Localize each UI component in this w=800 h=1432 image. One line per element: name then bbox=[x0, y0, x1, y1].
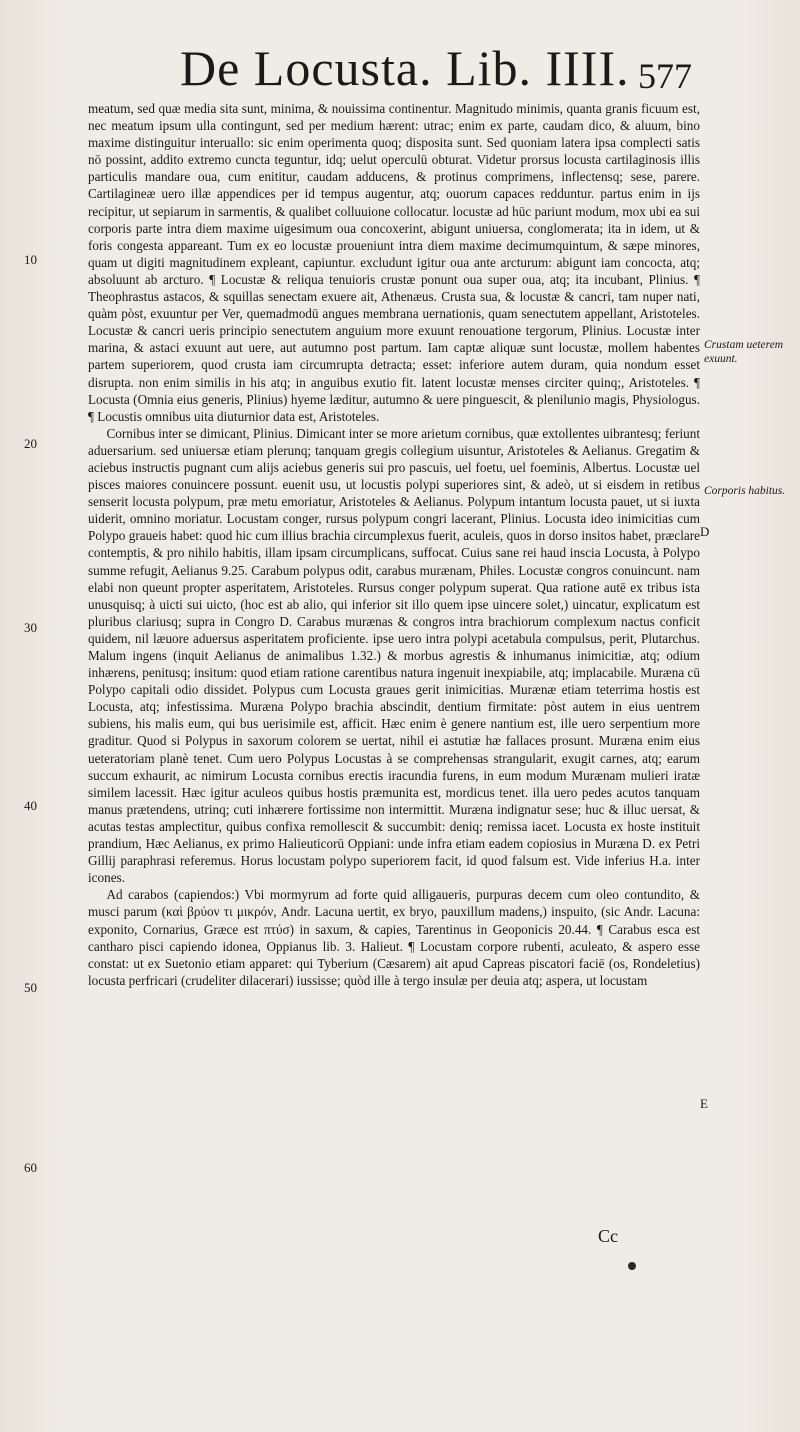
page-header bbox=[180, 38, 700, 98]
line-number: 50 bbox=[24, 980, 37, 995]
main-text bbox=[88, 100, 700, 989]
margin-note: Crustam ueterem exuunt. bbox=[704, 339, 784, 365]
running-title: De Locusta. Lib. IIII. bbox=[180, 40, 630, 96]
catchword: Cc bbox=[598, 1226, 618, 1246]
line-number: 20 bbox=[24, 436, 37, 451]
line-number: 60 bbox=[24, 1160, 37, 1175]
section-letter: D bbox=[700, 524, 710, 539]
paragraph: Cornibus inter se dimicant, Plinius. Dimicant inter se more arietum cornibus, quæ extollentes uibrantesq; feriunt aduersarium. sed uniuersæ etiam plerunq; tanquam gregis collegium uisuntur, Aristoteles & Aelianus. Gregatim & aciebus instructis pugnant cum alijs aciebus generis sui pro pascuis, uel foetu, uel foeminis, Albertus. Locustæ uel pisces maiores conuincere possunt. euenit usu, ut locustis polypi superiores sint, & adeò, ut si eisdem in retibus senserit locusta polypum, præ metu emoriatur, Aristoteles & Aelianus. Polypum intantum locusta pauet, ut si iuxta uiderit, omnino moriatur. Locustam conger, rursus polypum congri lacerant, Plinius. Locusta ideo inimicitias cum Polypo graueis habet: quod hic cum illius brachia circumplexus fuerit, aculeis, quos in dorso insitos habet, præclare contemptis, & pro nihilo habitis, illam ipsam circumplicans, suffocat. Cuius sane rei haud inscia Locusta, à Polypo summe refugit, Aelianus 9.25. Carabum polypus odit, carabus murænam, Philes. Locustæ congros conuincunt. nam elabi non queunt propter asperitatem, Aristoteles. Rursus conger polypum superat. Qua ratione autē ex tribus ista unusquisq; à uicti sui uicto, (hoc est ab alio, qui inferior sit illo quem ipse uincere solet,) uincatur, explicatum est pluribus clariusq; supra in Congro D. Carabus murænas & congros intra brachiorum complexum nactus conficit quidem, nil læuore aduersus asperitatem proficiente. ipse uero intra polypi acetabula compulsus, perit, Plutarchus. Malum ingens (inquit Aelianus de animalibus 1.32.) & morbus agrestis & inhumanus inimicitiæ, atq; odium inhærens, penitusq; insitum: quod etiam ratione carentibus natura ingenuit inexpiabile, atq; implacabile. Muræna cū Polypo capitali odio dissidet. Polypus cum Locusta graues gerit inimicitias. Murænæ etiam teterrima hostis est Locusta, atq; infestissima. Muræna Polypo brachia abscindit, dentium firmitate: pòst autem in eius uentrem subiens, his malis eum, qui bus uerisimile est, afficit. Hæc enim è genere nantium est, ille uero serpentium more graditur. Quod si Polypus in saxorum colorem se uertat, nihil ei astutiæ hæ fallaces prosunt. Muræna enim eius ueteratoriam planè tenet. Cum uero Polypus Locustas à se comprehensas strangularit, exugit carnes, atq; earum succum exhaurit, ac nimirum Locusta cornibus erectis iracundia furens, in eum modum Murænam mulieri iratæ similem lacessit. Hæc igitur aculeos quibus hostis præmunita est, mordicus tenet. illa uero pedes acutos tanquam manus prætendens, utrinq; cuti inhærere fortissime non intermittit. Muræna indignatur sese; huc & illuc uersat, & acutas testas amplectitur, quibus confixa remollescit & succumbit: deniq; remissa iacet. Locusta ex hoste instituit prandium, Hæc Aelianus, ex primo Halieuticorū Oppiani: unde infra etiam eadem copiosius in Muræna D. ex Petri Gillij paraphrasi referemus. Horus locustam polypo superiorem facit, id quod falsum est. Vide inferius H.a. inter icones. bbox=[88, 425, 700, 886]
ink-dot bbox=[628, 1262, 636, 1270]
paragraph: meatum, sed quæ media sita sunt, minima, & nouissima continentur. Magnitudo minimis, quanta granis ficuum est, nec meatum ipsum ulla contingunt, sed per medium hærent: utrac; enim ex parte, caudam dico, & aluum, bino maxime distinguitur interuallo: sic enim operimenta quoq; disposita sunt. Sed quoniam latera ipsa complecti satis nō possint, addito extremo cuncta teguntur, idq; uelut operculū obturat. Videtur prorsus locusta cartilaginosis illis particulis mandare oua, cum enititur, caudam adducens, & protinus comprimens, inflectensq; sese, parere. Cartilagineæ uero illæ appendices per id tempus augentur, atq; ouorum capaces redduntur. partus enim in ijs recipitur, ut sepiarum in sarmentis, & qualibet colluuione collocatur. locustæ ad hūc pariunt modum, mox ubi ea sui corporis parte intra diem maxime uigesimum oua concoxerint, abigunt uniuersa, conglomerata; ita in idem, ut & foris congesta appareant. Tum ex eo locustæ proueniunt intra diem maxime decimumquintum, & sæpe minores, quam ut digiti magnitudinem expleant, capiuntur. excludunt igitur oua ante arcturum: abigunt iam concocta, atq; absoluunt ab arcturo. ¶ Locustæ & reliqua tenuioris crustæ ponunt oua super oua, atq; ita incubant, Plinius. ¶ Theophrastus astacos, & squillas senectam exuere ait, Athenæus. Crusta sua, & locustæ & cancri, tam nuper nati, quàm pòst, exuuntur per Ver, quemadmodū angues membrana uernationis, quam senectutem appellant, Aristoteles. Locustæ & cancri ueris principio senectutem anguium more exuunt renouatione tergorum, Plinius. Locustæ inter marina, & astaci exuunt aut uere, aut autumno post partum. Iam captæ aliquæ sunt locustæ, mollem habentes partem superiorem, quod crusta iam circumrupta detracta; esset: inferiore autem duram, quia nondum esset disrupta. non enim similis in his atq; in anguibus exutio fit. latent locustæ menses circiter quinq;, Aristoteles. ¶ Locusta (Omnia eius generis, Plinius) hyeme læditur, autumno & uere pinguescit, & plenilunio magis, Physiologus. ¶ Locustis omnibus uita diuturnior data est, Aristoteles. bbox=[88, 101, 700, 424]
line-number: 10 bbox=[24, 252, 37, 267]
paragraph: Ad carabos (capiendos:) Vbi mormyrum ad forte quid alligaueris, purpuras decem cum oleo contundito, & musci parum (καὶ βρύον τι μικρόν, Andr. Lacuna uertit, ex bryo, pauxillum madens,) inspuito, (sic Andr. Lacuna: exponito, Cornarius, Græce est πτύσ) in saxum, & capies, Tarentinus in Geoponicis 20.44. ¶ Carabus esca est cantharo pisci capiendo idonea, Oppianus lib. 3. Halieut. ¶ Locustam corpore rubenti, aculeato, & aspero esse constat: ut ex Suetonio etiam apparet: qui Tyberium (Cæsarem) ait apud Capreas piscatori faciē (os, Rondeletius) locusta perfricari (crudeliter dilacerari) iussisse; quòd ille à tergo insulæ per deuia atq; aspera, ut locustam bbox=[88, 887, 700, 988]
margin-note: Corporis habitus. bbox=[704, 485, 786, 497]
line-number: 30 bbox=[24, 620, 37, 635]
line-number: 40 bbox=[24, 798, 37, 813]
section-letter: E bbox=[700, 1096, 708, 1111]
page-number: 577 bbox=[638, 56, 692, 96]
